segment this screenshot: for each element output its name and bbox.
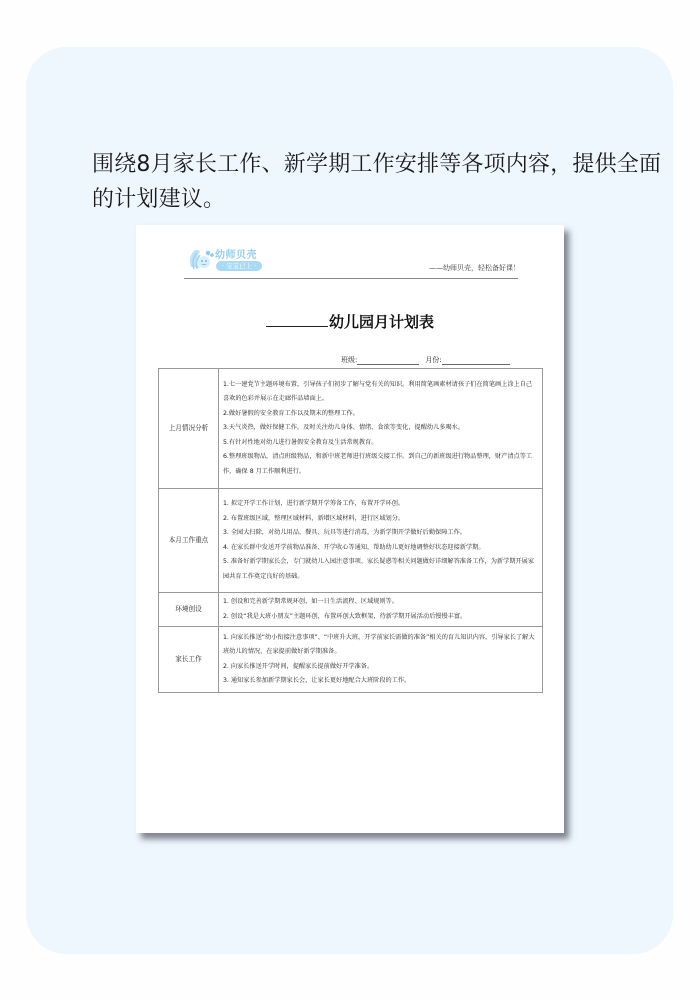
title-blank xyxy=(266,314,328,327)
list-item: 1. 向家长推送“幼小衔接注意事项”、“中班升大班，开学前家长需做的准备”相关的育儿知识内容，引导家长了解大班幼儿的情况，在家提前做好新学期准备。 xyxy=(223,633,535,655)
list-item: 3.天气炎热，做好保健工作，及时关注幼儿身体、情绪、食欲等变化，提醒幼儿多喝水。 xyxy=(223,424,465,432)
row-content xyxy=(219,489,543,593)
logo-subtitle: · 宝宝已上 · xyxy=(216,261,262,271)
row-label: 环境创设 xyxy=(159,593,219,627)
month-blank xyxy=(442,356,510,365)
list-item: 1. 创设和完善新学期常规环创，如一日生活流程、区域规则等。 xyxy=(223,598,398,605)
list-item: 4. 在家长群中发送开学前物品准备、开学收心等通知，帮助幼儿更好地调整好状态迎接新学期。 xyxy=(223,543,485,551)
title-text: 幼儿园月计划表 xyxy=(328,313,434,331)
list-item: 5. 准备好新学期家长会，专门就幼儿入园注意事项、家长疑惑等相关问题做好详细解答准备工作，为新学期开展家园共育工作奠定良好的基础。 xyxy=(223,558,535,580)
class-blank xyxy=(357,356,419,365)
list-item: 2. 布置班级区域，整理区域材料，新增区域材料，进行区域划分。 xyxy=(223,514,405,522)
class-month-line xyxy=(341,355,510,365)
list-item: 3. 全园大扫除，对幼儿用品、餐具、玩具等进行消毒，为新学期开学做好后勤保障工作。 xyxy=(223,529,466,536)
document-page xyxy=(136,225,564,833)
list-item: 3. 通知家长参加新学期家长会，让家长更好地配合大班阶段的工作。 xyxy=(223,677,411,684)
row-content xyxy=(219,369,543,489)
document-title xyxy=(136,311,564,332)
list-item: 1.七一建党节主题环境布置，引导孩子们初步了解与党有关的知识。利用简笔画素材请孩子们在简笔画上涂上自己喜欢的色彩并展示在走廊作品墙面上。 xyxy=(223,380,533,403)
list-item: 2.做好暑假的安全教育工作以及期末的整理工作。 xyxy=(223,409,359,417)
list-item: 2. 向家长推送开学时间，提醒家长提前做好开学准备。 xyxy=(223,662,374,670)
class-label: 班级: xyxy=(341,356,358,364)
table-row xyxy=(159,593,543,627)
logo xyxy=(188,245,268,275)
shell-mascot-icon xyxy=(188,247,214,271)
month-label: 月份: xyxy=(425,356,442,364)
monthly-plan-table xyxy=(158,368,543,693)
row-label: 上月情况分析 xyxy=(159,369,219,489)
list-item: 5.有针对性地对幼儿进行暑假安全教育及生活常规教育。 xyxy=(223,438,378,446)
table-row xyxy=(159,627,543,693)
logo-brand: 幼师贝壳 xyxy=(215,250,257,261)
table-row xyxy=(159,489,543,593)
row-content xyxy=(219,593,543,627)
row-label: 本月工作重点 xyxy=(159,489,219,593)
prompt-heading: 围绕8月家长工作、新学期工作安排等各项内容，提供全面的计划建议。 xyxy=(92,152,662,212)
list-item: 6.整理班级物品，清点班级物品，和新中班老师进行班级交接工作。到自己的新班级进行物品整理，财产清点等工作，确保 8 月工作顺利进行。 xyxy=(223,453,533,475)
list-item: 2. 创设“我是大班小朋友”主题环创，布置环创大致框架，待新学期开展活动后慢慢丰富。 xyxy=(223,612,467,620)
row-content xyxy=(219,627,543,693)
header-divider xyxy=(184,278,518,279)
row-label: 家长工作 xyxy=(159,627,219,693)
list-item: 1. 拟定开学工作计划，进行新学期开学筹备工作，布置开学环创。 xyxy=(223,500,405,507)
table-row xyxy=(159,369,543,489)
header-tagline: ——幼师贝壳，轻松备好课！ xyxy=(429,264,520,272)
